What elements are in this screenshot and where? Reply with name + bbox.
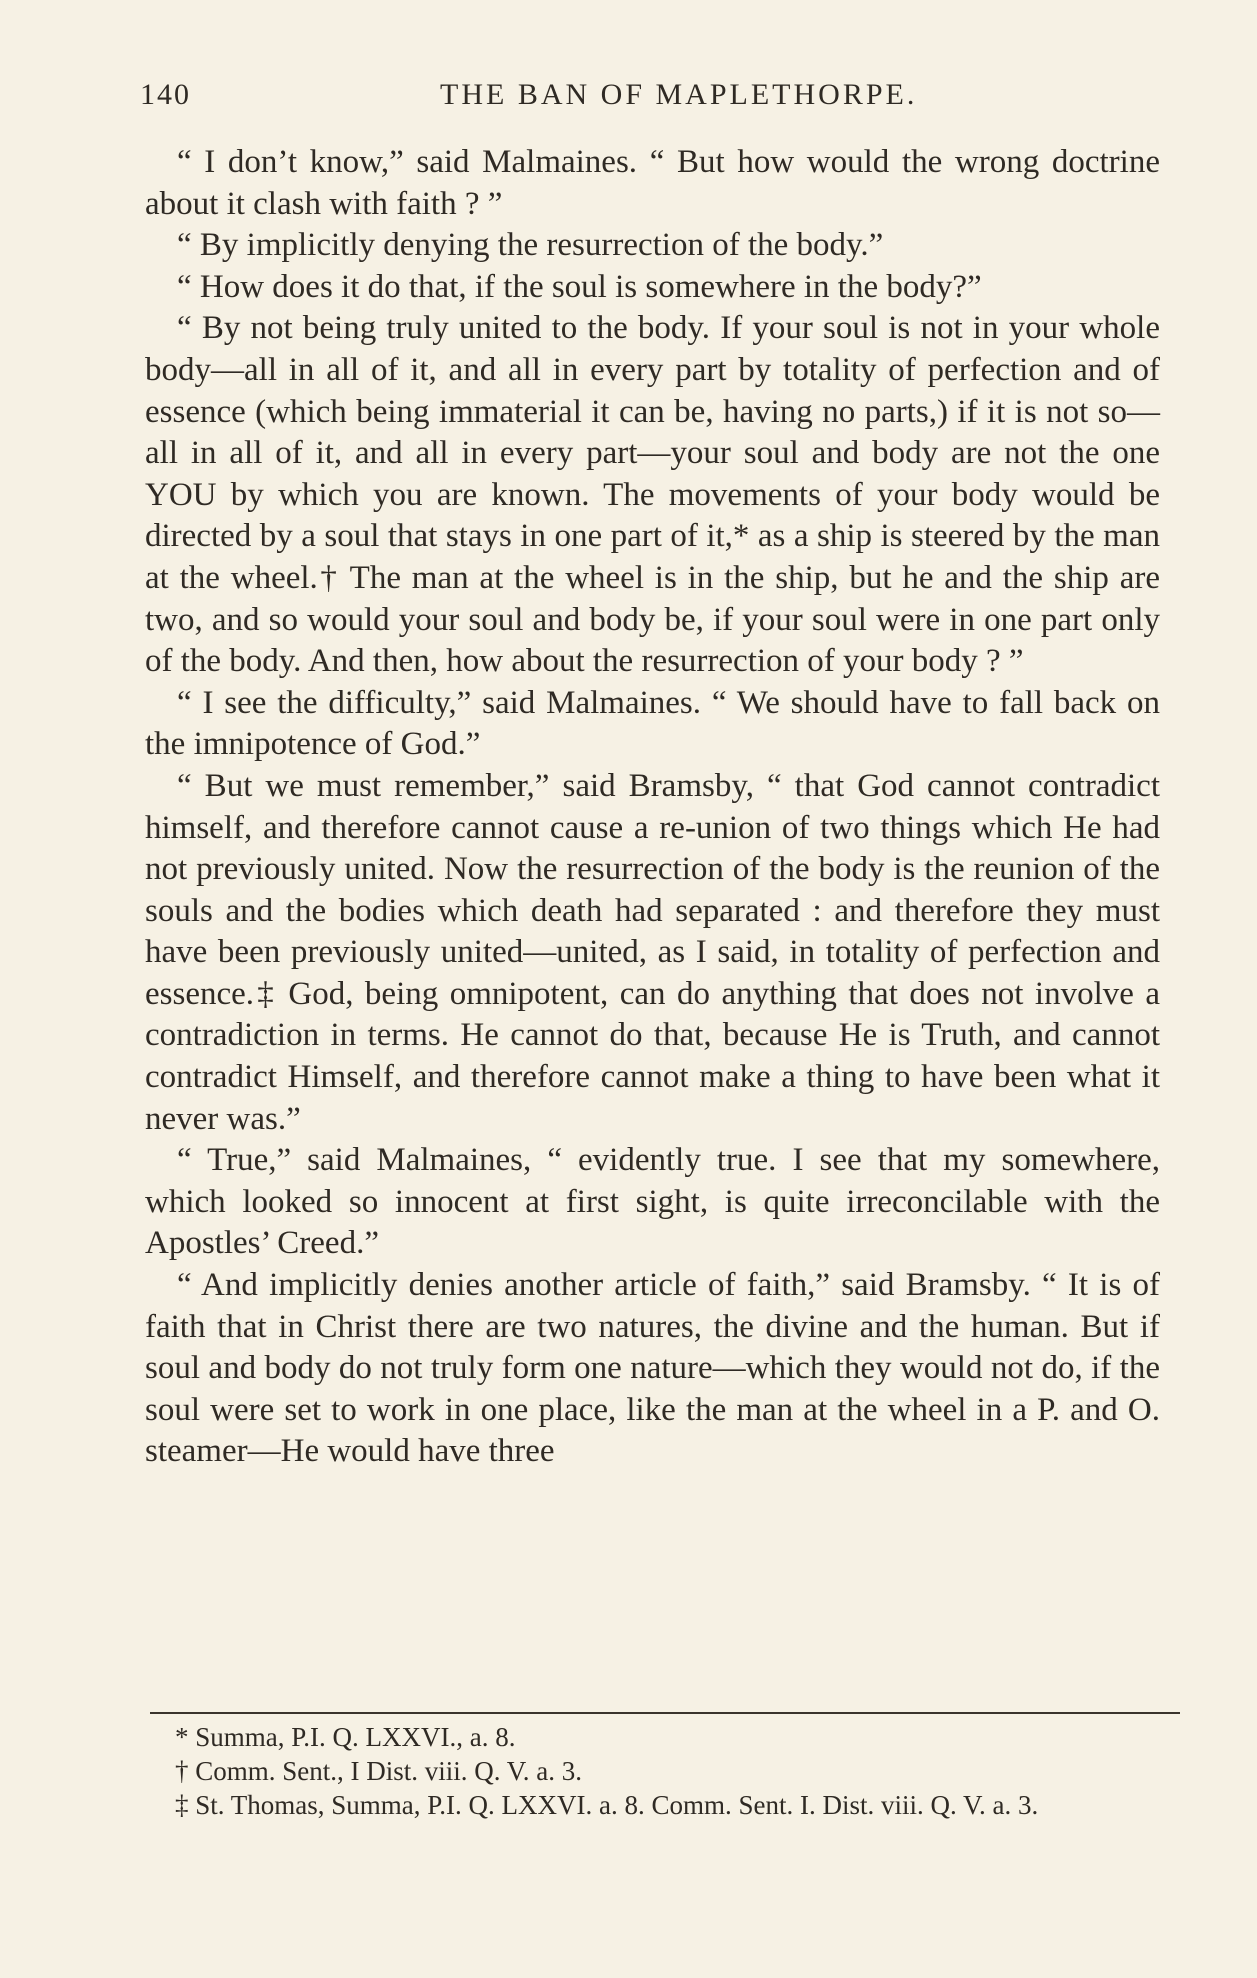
page-header (140, 78, 1160, 118)
page-number: 140 (140, 78, 191, 111)
footnote: * Summa, P.I. Q. LXXVI., a. 8. (175, 1722, 516, 1752)
body-text (145, 142, 1160, 1473)
running-title: THE BAN OF MAPLETHORPE. (440, 78, 918, 111)
footnote: † Comm. Sent., I Dist. viii. Q. V. a. 3. (175, 1756, 583, 1786)
footnote-divider (150, 1712, 1180, 1714)
paragraph: “ And implicitly denies another article of faith,” said Bramsby. “ It is of faith that in Christ there are two natures, the divine and the human. But if soul and body do not truly form one nature—which they would not do, if the soul were set to work in one place, like the man at the wheel in a P. and O. steamer—He would have three (145, 1267, 1160, 1470)
paragraph: “ By not being truly united to the body. If your soul is not in your whole body—all in all of it, and all in every part by totality of perfection and of essence (which being immaterial it can be, having no parts,) if it is not so—all in all of it, and all in every part—your soul and body are not the one YOU by which you are known. The movements of your body would be directed by a soul that stays in one part of it,* as a ship is steered by the man at the wheel.† The man at the wheel is in the ship, but he and the ship are two, and so would your soul and body be, if your soul were in one part only of the body. And then, how about the resurrection of your body ? ” (145, 310, 1160, 680)
footnotes (145, 1720, 1165, 1822)
footnote: ‡ St. Thomas, Summa, P.I. Q. LXXVI. a. 8. Comm. Sent. I. Dist. viii. Q. V. a. 3. (175, 1790, 1039, 1820)
paragraph: “ By implicitly denying the resurrection of the body.” (177, 227, 884, 264)
paragraph: “ True,” said Malmaines, “ evidently true. I see that my somewhere, which looked so innocent at first sight, is quite irreconcilable with the Apostles’ Creed.” (145, 1142, 1160, 1262)
paragraph: “ I see the difficulty,” said Malmaines. “ We should have to fall back on the imnipotence of God.” (145, 684, 1160, 763)
paragraph: “ How does it do that, if the soul is somewhere in the body?” (177, 268, 982, 305)
paragraph: “ I don’t know,” said Malmaines. “ But how would the wrong doctrine about it clash with faith ? ” (145, 144, 1160, 222)
paragraph: “ But we must remember,” said Bramsby, “ that God cannot contradict himself, and therefore cannot cause a re-union of two things which He had not previously united. Now the resurrection of the body is the reunion of the souls and the bodies which death had separated : and therefore they must have been previously united—united, as I said, in totality of perfection and essence.‡ God, being omnipotent, can do anything that does not involve a contradiction in terms. He cannot do that, because He is Truth, and cannot contradict Himself, and therefore cannot make a thing to have been what it never was.” (145, 767, 1160, 1137)
